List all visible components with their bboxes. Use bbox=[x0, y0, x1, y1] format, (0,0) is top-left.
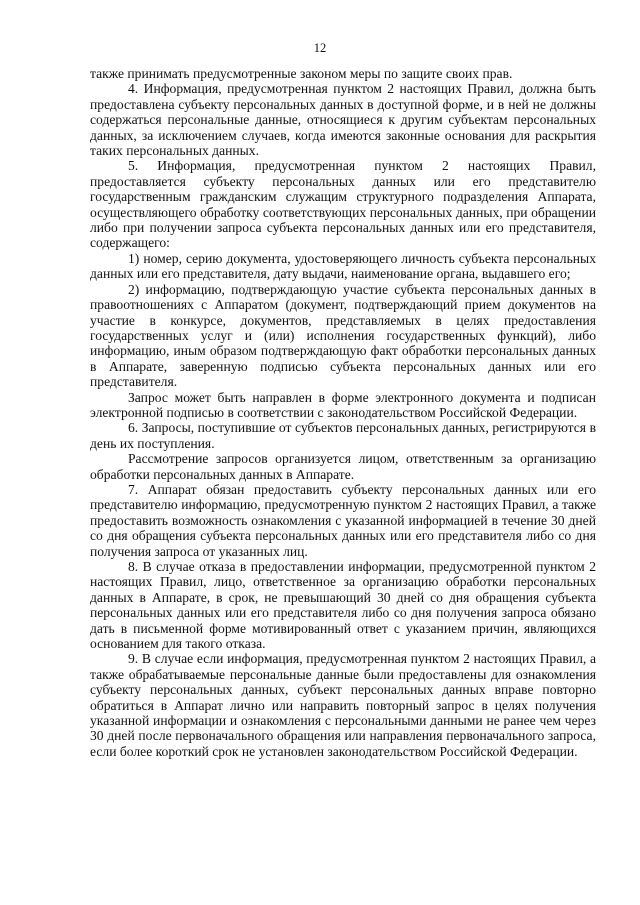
document-body bbox=[90, 66, 596, 759]
paragraph-subitem-1: 1) номер, серию документа, удостоверяющего личность субъекта персональных данных или его представителя, дату выдачи, наименование органа, выдавшего его; bbox=[90, 250, 596, 282]
page-number: 12 bbox=[313, 41, 327, 55]
paragraph-continuation: также принимать предусмотренные законом меры по защите своих прав. bbox=[90, 66, 513, 81]
paragraph-item-6: 6. Запросы, поступившие от субъектов персональных данных, регистрируются в день их поступления. bbox=[90, 420, 596, 451]
paragraph-item-5: 5. Информация, предусмотренная пунктом 2 настоящих Правил, предоставляется субъекту персональных данных или его представителю государственным гражданским служащим структурного подразделения Аппарата, осуществляющего обработку соответствующих персональных данных, при обращении либо при получении запроса субъекта персональных данных или его представителя, содержащего: bbox=[90, 158, 596, 251]
paragraph-electronic-request: Запрос может быть направлен в форме электронного документа и подписан электронной подписью в соответствии с законодательством Российской Федерации. bbox=[90, 389, 596, 420]
paragraph-item-9: 9. В случае если информация, предусмотренная пунктом 2 настоящих Правил, а также обрабатываемые персональные данные были предоставлены для ознакомления субъекту персональных данных, субъект персональных данных вправе повторно обратиться в Аппарат лично или направить повторный запрос в целях получения указанной информации и ознакомления с персональными данными не ранее чем через 30 дней после первоначального обращения или направления первоначального запроса, если более короткий срок не установлен законодательством Российской Федерации. bbox=[90, 651, 596, 759]
paragraph-item-7: 7. Аппарат обязан предоставить субъекту персональных данных или его представителю информацию, предусмотренную пунктом 2 настоящих Правил, а также предоставить возможность ознакомления с указанной информацией в течение 30 дней со дня обращения субъекта персональных данных или его представителя либо со дня получения запроса от указанных лиц. bbox=[90, 481, 596, 559]
paragraph-item-8: 8. В случае отказа в предоставлении информации, предусмотренной пунктом 2 настоящих Правил, лицо, ответственное за организацию обработки персональных данных в Аппарате, в срок, не превышающий 30 дней со дня обращения субъекта персональных данных или его представителя либо со дня получения запроса обязано дать в письменной форме мотивированный ответ с указанием причин, являющихся основанием для такого отказа. bbox=[90, 559, 596, 652]
paragraph-subitem-2: 2) информацию, подтверждающую участие субъекта персональных данных в правоотношениях с Аппаратом (документ, подтверждающий прием документов на участие в конкурсе, документов, представляемых в целях предоставления государственных услуг и (или) исполнения государственных функций), либо информацию, иным образом подтверждающую факт обработки персональных данных в Аппарате, заверенную подписью субъекта персональных данных или его представителя. bbox=[90, 281, 596, 390]
paragraph-request-review: Рассмотрение запросов организуется лицом, ответственным за организацию обработки персональных данных в Аппарате. bbox=[90, 451, 596, 482]
paragraph-item-4: 4. Информация, предусмотренная пунктом 2 настоящих Правил, должна быть предоставлена субъекту персональных данных в доступной форме, и в ней не должны содержаться персональные данные, относящиеся к другим субъектам персональных данных, за исключением случаев, когда имеются законные основания для раскрытия таких персональных данных. bbox=[90, 81, 596, 159]
